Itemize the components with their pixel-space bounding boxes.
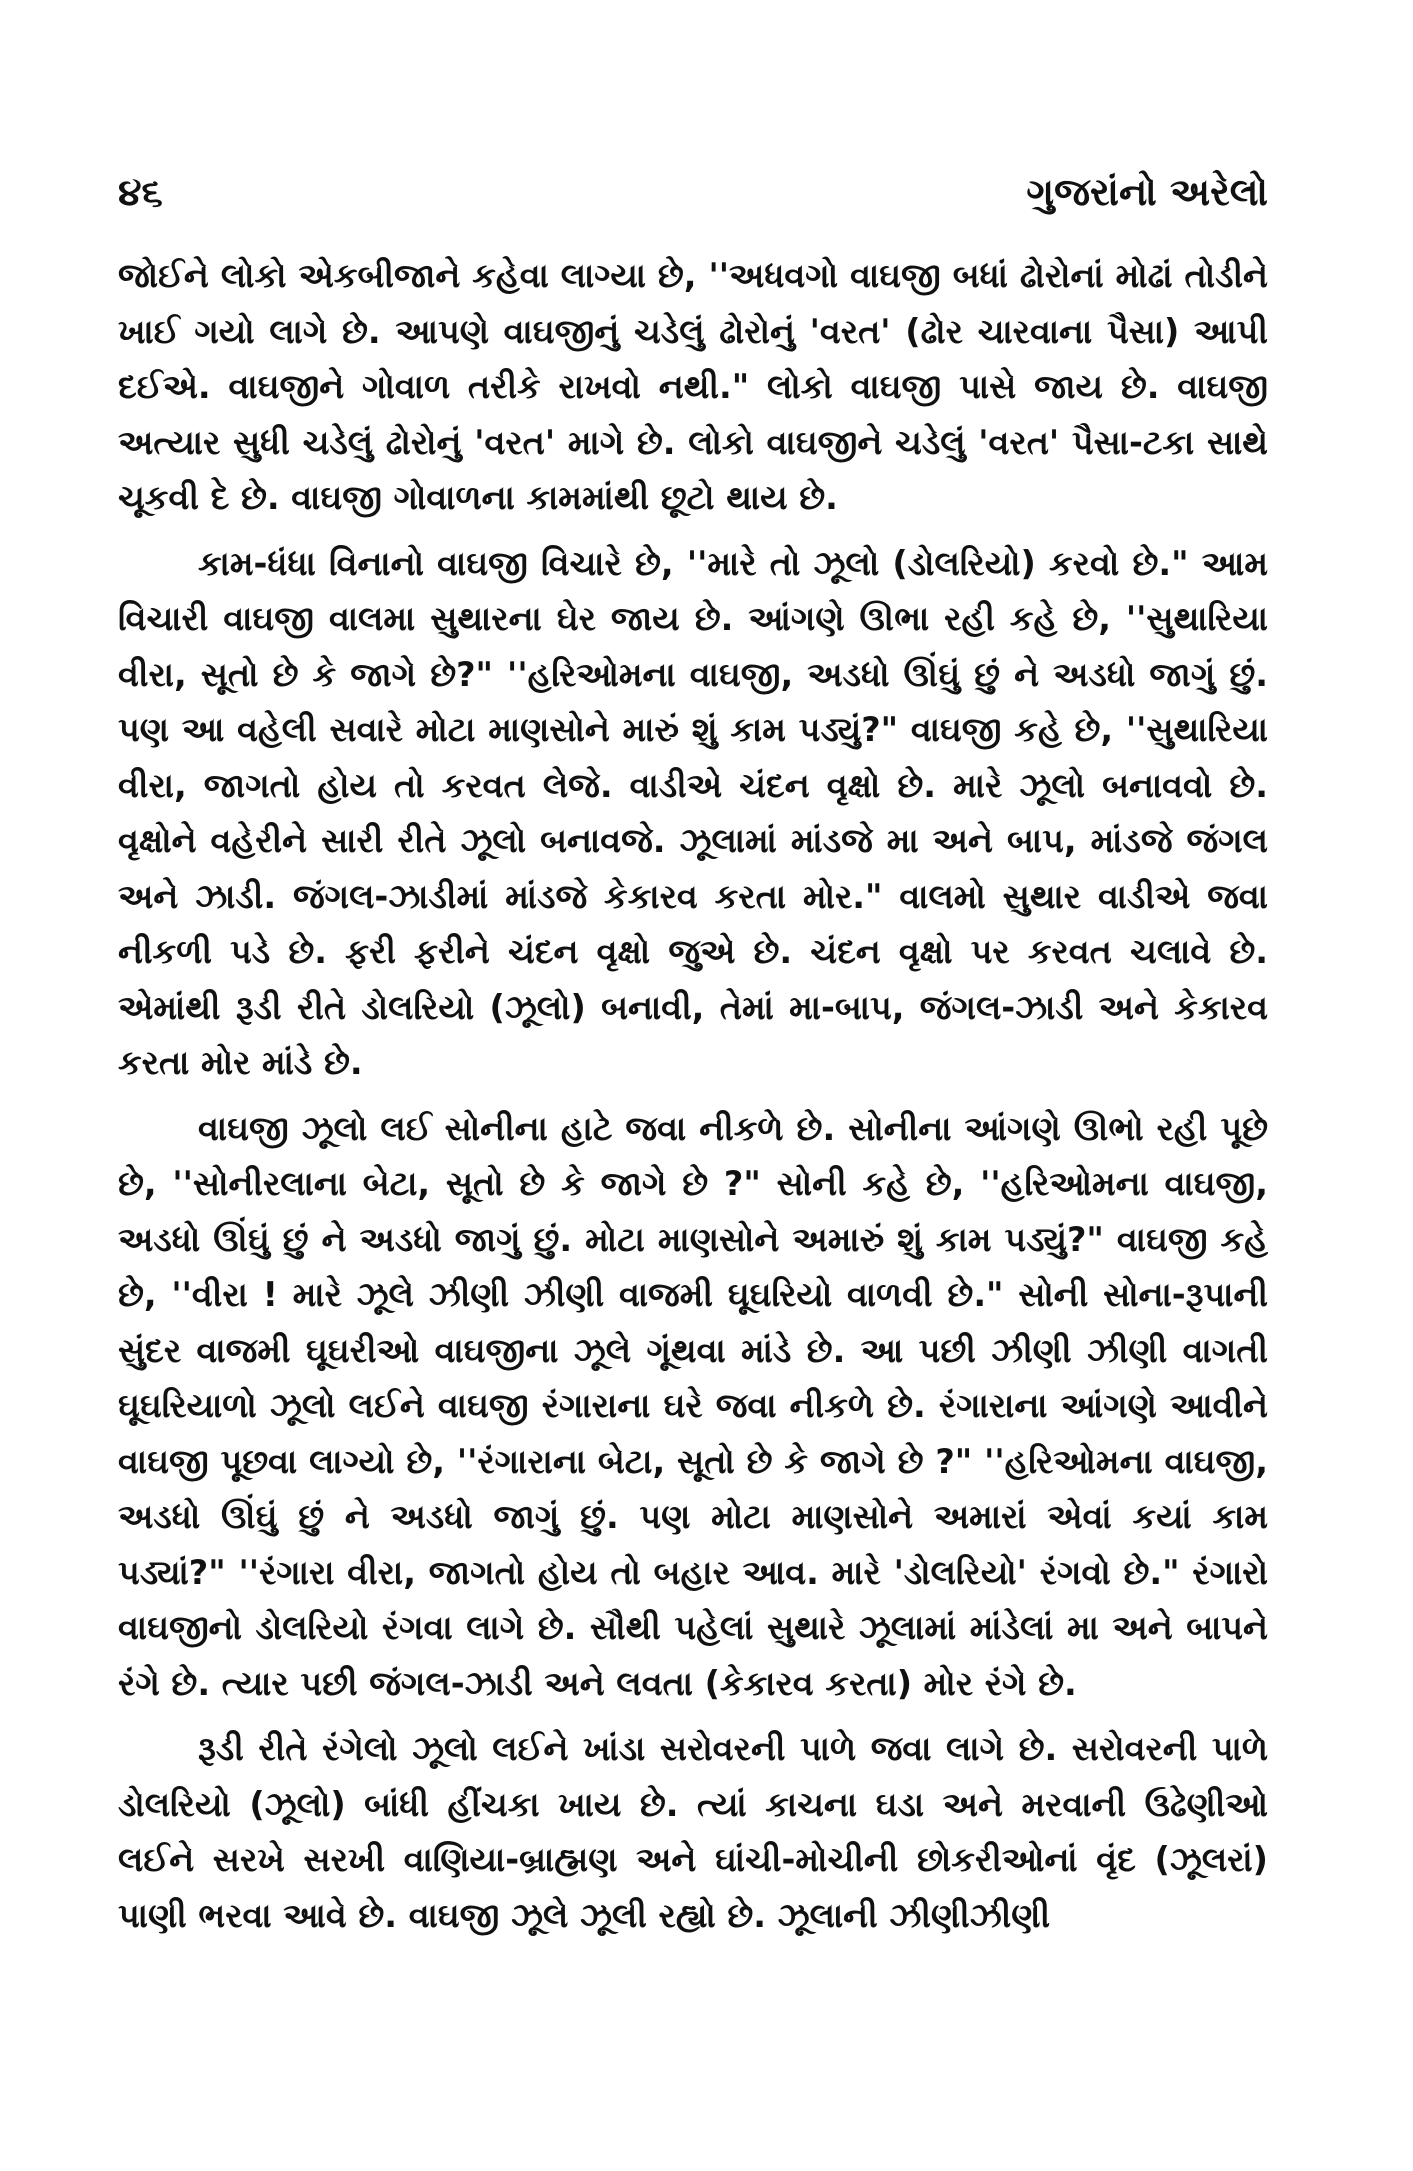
page-header <box>118 170 1268 240</box>
paragraph: કામ-ધંધા વિનાનો વાઘજી વિચારે છે, ''મારે તો ઝૂલો (ડોલરિયો) કરવો છે." આમ વિચારી વાઘજી વાલમા સુથારના ઘેર જાય છે. આંગણે ઊભા રહી કહે છે, ''સુથારિયા વીરા, સૂતો છે કે જાગે છે?" ''હરિઓમના વાઘજી, અડધો ઊંઘું છું ને અડધો જાગું છું. પણ આ વહેલી સવારે મોટા માણસોને મારું શું કામ પડ્યું?" વાઘજી કહે છે, ''સુથારિયા વીરા, જાગતો હોય તો કરવત લેજે. વાડીએ ચંદન વૃક્ષો છે. મારે ઝૂલો બનાવવો છે. વૃક્ષોને વહેરીને સારી રીતે ઝૂલો બનાવજે. ઝૂલામાં માંડજે મા અને બાપ, માંડજે જંગલ અને ઝાડી. જંગલ-ઝાડીમાં માંડજે કેકારવ કરતા મોર." વાલમો સુથાર વાડીએ જવા નીકળી પડે છે. ફરી ફરીને ચંદન વૃક્ષો જુએ છે. ચંદન વૃક્ષો પર કરવત ચલાવે છે. એમાંથી રૂડી રીતે ડોલરિયો (ઝૂલો) બનાવી, તેમાં મા-બાપ, જંગલ-ઝાડી અને કેકારવ કરતા મોર માંડે છે. <box>118 543 1268 1082</box>
page-number: ૪૬ <box>118 170 163 214</box>
body-text <box>118 248 1268 1943</box>
paragraph: જોઈને લોકો એકબીજાને કહેવા લાગ્યા છે, ''અધવગો વાઘજી બધાં ઢોરોનાં મોઢાં તોડીને ખાઈ ગયો લાગે છે. આપણે વાઘજીનું ચડેલું ઢોરોનું 'વરત' (ઢોર ચારવાના પૈસા) આપી દઈએ. વાઘજીને ગોવાળ તરીકે રાખવો નથી." લોકો વાઘજી પાસે જાય છે. વાઘજી અત્યાર સુધી ચડેલું ઢોરોનું 'વરત' માગે છે. લોકો વાઘજીને ચડેલું 'વરત' પૈસા-ટકા સાથે ચૂકવી દે છે. વાઘજી ગોવાળના કામમાંથી છૂટો થાય છે. <box>118 256 1268 517</box>
paragraph: વાઘજી ઝૂલો લઈ સોનીના હાટે જવા નીકળે છે. સોનીના આંગણે ઊભો રહી પૂછે છે, ''સોનીરલાના બેટા, સૂતો છે કે જાગે છે ?" સોની કહે છે, ''હરિઓમના વાઘજી, અડધો ઊંઘું છું ને અડધો જાગું છું. મોટા માણસોને અમારું શું કામ પડ્યું?" વાઘજી કહે છે, ''વીરા ! મારે ઝૂલે ઝીણી ઝીણી વાજમી ઘૂઘરિયો વાળવી છે." સોની સોના-રૂપાની સુંદર વાજમી ઘૂઘરીઓ વાઘજીના ઝૂલે ગૂંથવા માંડે છે. આ પછી ઝીણી ઝીણી વાગતી ઘૂઘરિયાળો ઝૂલો લઈને વાઘજી રંગારાના ઘરે જવા નીકળે છે. રંગારાના આંગણે આવીને વાઘજી પૂછવા લાગ્યો છે, ''રંગારાના બેટા, સૂતો છે કે જાગે છે ?" ''હરિઓમના વાઘજી, અડધો ઊંઘું છું ને અડધો જાગું છું. પણ મોટા માણસોને અમારાં એવાં કયાં કામ પડ્યાં?" ''રંગારા વીરા, જાગતો હોય તો બહાર આવ. મારે 'ડોલરિયો' રંગવો છે." રંગારો વાઘજીનો ડોલરિયો રંગવા લાગે છે. સૌથી પહેલાં સુથારે ઝૂલામાં માંડેલાં મા અને બાપને રંગે છે. ત્યાર પછી જંગલ-ઝાડી અને લવતા (કેકારવ કરતા) મોર રંગે છે. <box>118 1108 1269 1703</box>
paragraph: રૂડી રીતે રંગેલો ઝૂલો લઈને ખાંડા સરોવરની પાળે જવા લાગે છે. સરોવરની પાળે ડોલરિયો (ઝૂલો) બાંધી હીંચકા ખાય છે. ત્યાં કાચના ઘડા અને મરવાની ઉઢેણીઓ લઈને સરખે સરખી વાણિયા-બ્રાહ્મણ અને ઘાંચી-મોચીની છોકરીઓનાં વૃંદ (ઝૂલરાં) પાણી ભરવા આવે છે. વાઘજી ઝૂલે ઝૂલી રહ્યો છે. ઝૂલાની ઝીણીઝીણી <box>118 1729 1268 1935</box>
running-title: ગુજરાંનો અરેલો <box>1026 170 1268 214</box>
book-page <box>118 170 1268 2070</box>
